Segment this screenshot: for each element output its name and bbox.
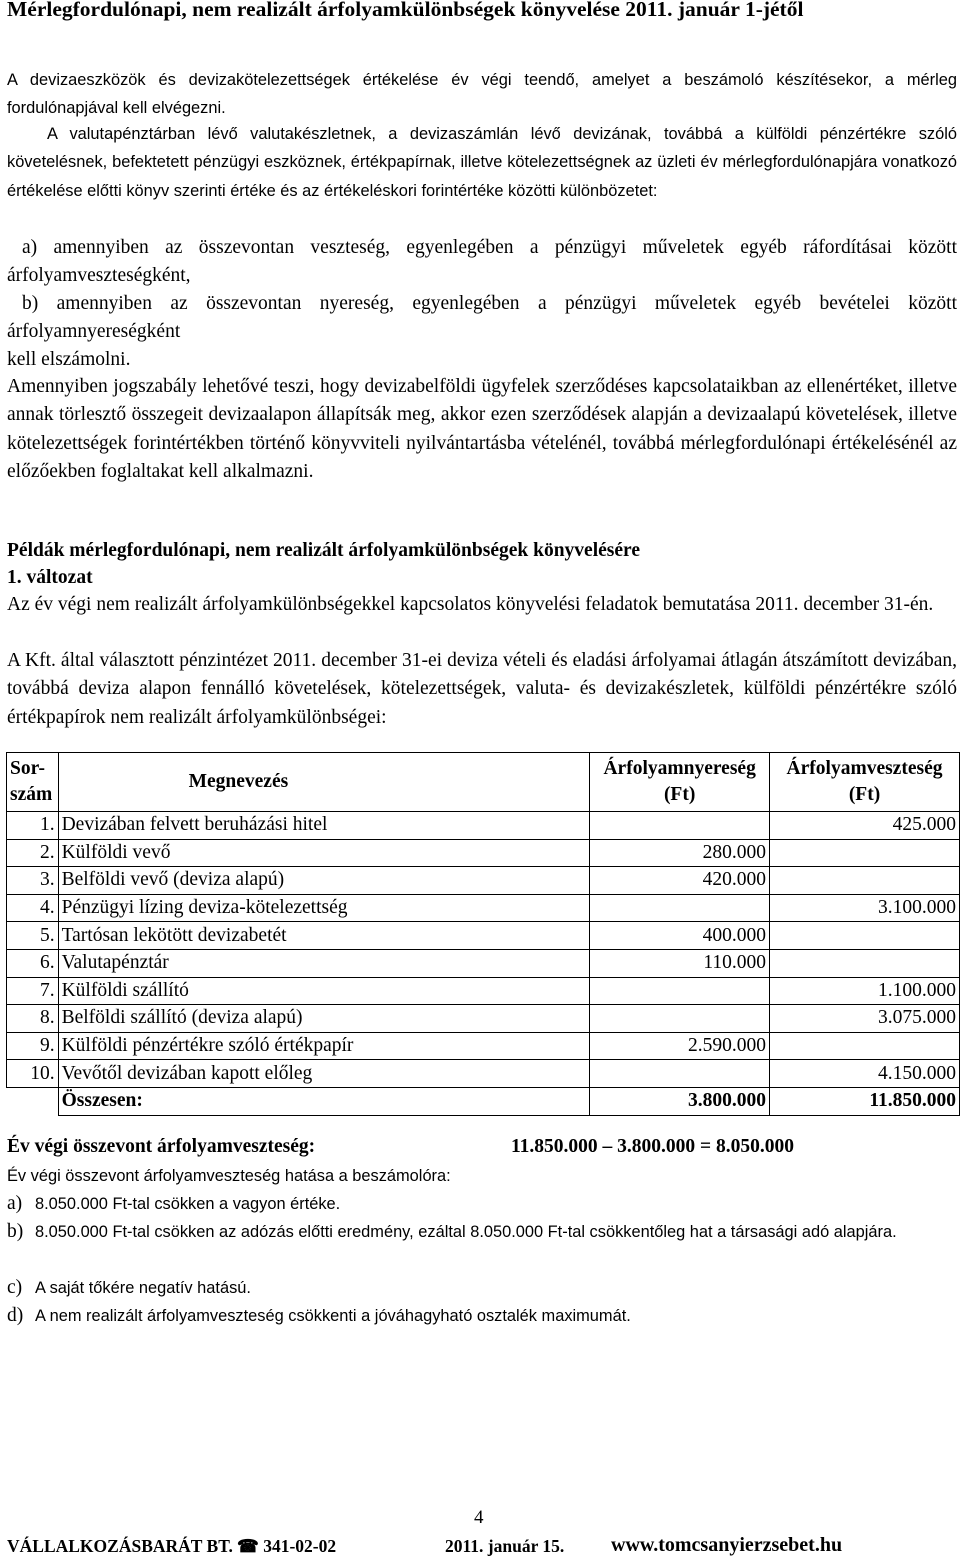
row-name: Valutapénztár	[58, 949, 590, 977]
header-gain-line2: (Ft)	[663, 784, 696, 805]
row-loss	[770, 839, 960, 867]
header-name: Megnevezés	[58, 753, 590, 812]
table-row	[7, 1060, 960, 1088]
table-row	[7, 949, 960, 977]
row-gain: 420.000	[590, 867, 770, 895]
rule-paragraph: A valutapénztárban lévő valutakészletnek, a devizaszámlán lévő devizának, továbbá a külföldi pénzértékre szóló követelésnek, befektetett pénzügyi eszköznek, értékpapírnak, illetve kötelezettségnek az üzleti év mérlegfordulónapjára vonatkozó értékelése előtti könyv szerinti értéke és az értékeléskori forintértéke közötti különbözetet:	[7, 125, 957, 200]
row-number: 3.	[7, 867, 59, 895]
row-gain: 2.590.000	[590, 1032, 770, 1060]
footer-company: VÁLLALKOZÁSBARÁT BT.	[7, 1536, 233, 1556]
header-loss	[770, 753, 960, 812]
row-number: 6.	[7, 949, 59, 977]
row-gain	[590, 1005, 770, 1033]
row-gain: 280.000	[590, 839, 770, 867]
row-gain	[590, 812, 770, 840]
row-loss	[770, 867, 960, 895]
row-name: Külföldi vevő	[58, 839, 590, 867]
table-row	[7, 839, 960, 867]
variant-heading: 1. változat	[7, 567, 93, 588]
row-gain	[590, 1060, 770, 1088]
total-loss: 11.850.000	[770, 1087, 960, 1115]
table-body	[7, 812, 960, 1116]
effect-item-b-text: 8.050.000 Ft-tal csökken az adózás előtti eredmény, ezáltal 8.050.000 Ft-tal csökkentőleg hat a társasági adó alapjára.	[35, 1223, 897, 1241]
intro-paragraph: A devizaeszközök és devizakötelezettségek értékelése év végi teendő, amelyet a beszámoló készítésekor, a mérleg fordulónapjával kell elvégezni.	[7, 71, 957, 118]
effect-title: Év végi összevont árfolyamveszteség hatása a beszámolóra:	[7, 1167, 451, 1185]
row-loss: 425.000	[770, 812, 960, 840]
row-number: 7.	[7, 977, 59, 1005]
header-loss-line1: Árfolyamveszteség	[786, 758, 943, 779]
header-row-number-line1: Sor-	[10, 758, 46, 779]
row-loss: 3.100.000	[770, 894, 960, 922]
row-number: 10.	[7, 1060, 59, 1088]
effect-item-d-text: A nem realizált árfolyamveszteség csökkenti a jóváhagyható osztalék maximumát.	[35, 1307, 631, 1325]
row-loss	[770, 1032, 960, 1060]
page-title: Mérlegfordulónapi, nem realizált árfolyamkülönbségek könyvelése 2011. január 1-jétől	[7, 0, 804, 21]
row-gain: 400.000	[590, 922, 770, 950]
table-total-row	[7, 1087, 960, 1115]
table-row	[7, 922, 960, 950]
row-number: 8.	[7, 1005, 59, 1033]
row-name: Pénzügyi lízing deviza-kötelezettség	[58, 894, 590, 922]
row-gain	[590, 977, 770, 1005]
law-paragraph: Amennyiben jogszabály lehetővé teszi, hogy devizabelföldi ügyfelek szerződéses kapcsolataikban az ellenértéket, illetve annak törlesztő összegeit devizaalapon állapítsák meg, akkor ezen szerződések alapján a devizaalapú követelések, illetve kötelezettségek forintértékben történő könyvviteli nyilvántartásba vételénél, továbbá mérlegfordulónapi értékelésénél az előzőekben foglaltakat kell alkalmazni.	[7, 376, 957, 483]
row-name: Tartósan lekötött devizabetét	[58, 922, 590, 950]
footer-phone	[237, 1536, 336, 1557]
row-name: Külföldi szállító	[58, 977, 590, 1005]
row-number: 2.	[7, 839, 59, 867]
table-row	[7, 867, 960, 895]
effect-item-c-text: A saját tőkére negatív hatású.	[35, 1279, 251, 1297]
row-loss: 1.100.000	[770, 977, 960, 1005]
effect-item-a-marker: a)	[7, 1193, 23, 1214]
effect-item-a-text: 8.050.000 Ft-tal csökken a vagyon értéke.	[35, 1195, 341, 1213]
table-row	[7, 1032, 960, 1060]
table-row	[7, 812, 960, 840]
table-header-row	[7, 753, 960, 812]
header-gain-line1: Árfolyamnyereség	[603, 758, 756, 779]
row-loss: 3.075.000	[770, 1005, 960, 1033]
row-loss	[770, 922, 960, 950]
exchange-difference-table	[6, 752, 960, 1116]
row-number: 4.	[7, 894, 59, 922]
header-loss-line2: (Ft)	[848, 784, 881, 805]
row-number: 1.	[7, 812, 59, 840]
row-number: 9.	[7, 1032, 59, 1060]
row-name: Vevőtől devizában kapott előleg	[58, 1060, 590, 1088]
row-name: Belföldi vevő (deviza alapú)	[58, 867, 590, 895]
effect-item-d-marker: d)	[7, 1305, 24, 1326]
row-number: 5.	[7, 922, 59, 950]
telephone-icon: ☎	[237, 1536, 259, 1556]
footer-website[interactable]: www.tomcsanyierzsebet.hu	[611, 1534, 843, 1556]
total-label: Összesen:	[58, 1087, 590, 1115]
table-row	[7, 1005, 960, 1033]
task-paragraph: Az év végi nem realizált árfolyamkülönbségekkel kapcsolatos könyvelési feladatok bemutatása 2011. december 31-én.	[7, 594, 934, 615]
rule-end: kell elszámolni.	[7, 349, 131, 370]
total-empty-cell	[7, 1087, 59, 1115]
summary-label: Év végi összevont árfolyamveszteség:	[7, 1136, 316, 1157]
rule-item-a: a) amennyiben az összevontan veszteség, egyenlegében a pénzügyi műveletek egyéb ráfordításai között árfolyamveszteségként,	[7, 237, 957, 287]
row-name: Külföldi pénzértékre szóló értékpapír	[58, 1032, 590, 1060]
header-row-number	[7, 753, 59, 812]
header-row-number-line2: szám	[10, 784, 53, 805]
summary-formula: 11.850.000 – 3.800.000 = 8.050.000	[511, 1136, 795, 1157]
footer-phone-number: 341-02-02	[263, 1536, 337, 1556]
examples-heading: Példák mérlegfordulónapi, nem realizált árfolyamkülönbségek könyvelésére	[7, 540, 640, 561]
header-gain	[590, 753, 770, 812]
page-number: 4	[474, 1507, 484, 1528]
rule-item-b: b) amennyiben az összevontan nyereség, egyenlegében a pénzügyi műveletek egyéb bevételei között árfolyamnyereségként	[7, 293, 957, 343]
total-gain: 3.800.000	[590, 1087, 770, 1115]
row-gain	[590, 894, 770, 922]
row-loss	[770, 949, 960, 977]
row-loss: 4.150.000	[770, 1060, 960, 1088]
table-row	[7, 894, 960, 922]
table-row	[7, 977, 960, 1005]
footer-date: 2011. január 15.	[445, 1536, 565, 1556]
description-paragraph: A Kft. által választott pénzintézet 2011. december 31-ei deviza vételi és eladási árfolyamai átlagán átszámított devizában, továbbá deviza alapon fennálló követelések, kötelezettségek, valuta- és devizakészletek, külföldi pénzértékre szóló értékpapírok nem realizált árfolyamkülönbségei:	[7, 650, 957, 728]
row-name: Devizában felvett beruházási hitel	[58, 812, 590, 840]
row-name: Belföldi szállító (deviza alapú)	[58, 1005, 590, 1033]
row-gain: 110.000	[590, 949, 770, 977]
effect-item-c-marker: c)	[7, 1277, 23, 1298]
effect-item-b-marker: b)	[7, 1221, 24, 1242]
